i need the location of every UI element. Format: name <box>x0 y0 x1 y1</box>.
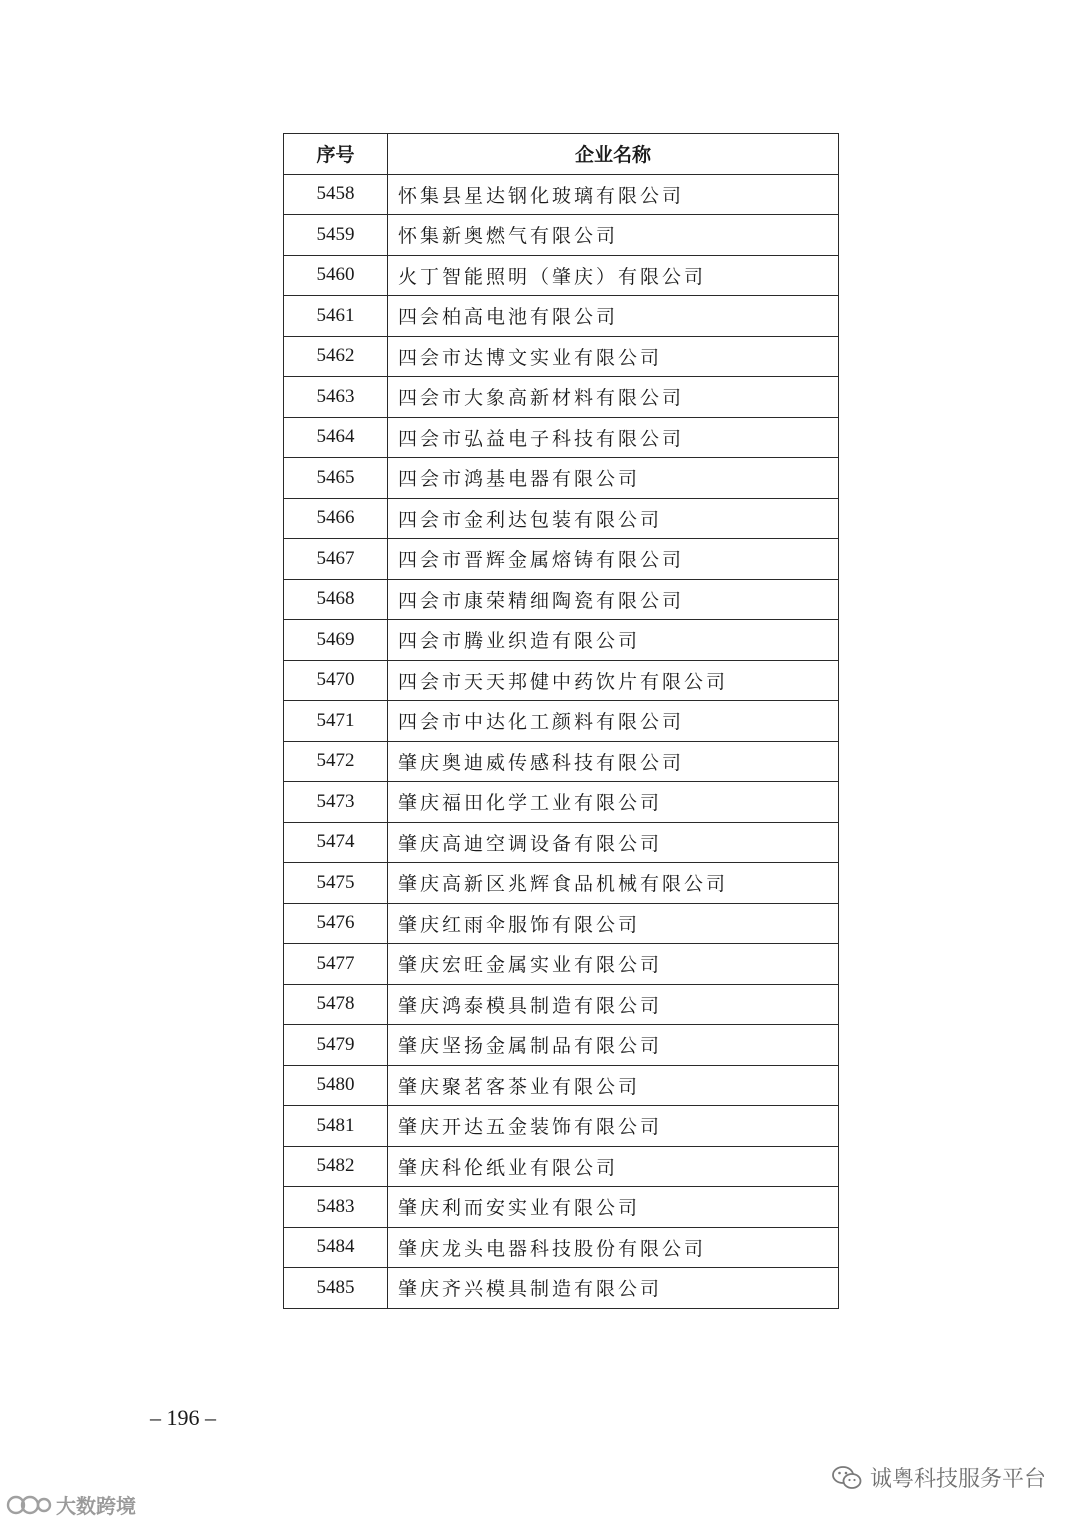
table-row <box>284 336 839 377</box>
serial-number-cell: 5458 <box>284 174 388 215</box>
table-row <box>284 1106 839 1147</box>
watermark-wechat <box>832 1462 1046 1493</box>
company-name-cell: 四会市大象高新材料有限公司 <box>388 377 839 418</box>
serial-number-cell: 5485 <box>284 1268 388 1309</box>
serial-number-cell: 5475 <box>284 863 388 904</box>
table-row <box>284 1146 839 1187</box>
serial-number-cell: 5463 <box>284 377 388 418</box>
table-row <box>284 539 839 580</box>
wechat-icon <box>832 1465 862 1491</box>
company-name-cell: 肇庆科伦纸业有限公司 <box>388 1146 839 1187</box>
serial-number-cell: 5470 <box>284 660 388 701</box>
serial-number-cell: 5477 <box>284 944 388 985</box>
company-name-cell: 肇庆高迪空调设备有限公司 <box>388 822 839 863</box>
serial-number-cell: 5459 <box>284 215 388 256</box>
table-row <box>284 296 839 337</box>
serial-number-cell: 5460 <box>284 255 388 296</box>
table-row <box>284 417 839 458</box>
table-row <box>284 741 839 782</box>
company-name-cell: 肇庆坚扬金属制品有限公司 <box>388 1025 839 1066</box>
serial-number-cell: 5471 <box>284 701 388 742</box>
company-name-cell: 四会柏高电池有限公司 <box>388 296 839 337</box>
company-name-cell: 四会市腾业织造有限公司 <box>388 620 839 661</box>
table-row <box>284 944 839 985</box>
serial-number-cell: 5468 <box>284 579 388 620</box>
table-row <box>284 903 839 944</box>
company-name-cell: 四会市中达化工颜料有限公司 <box>388 701 839 742</box>
table-row <box>284 1227 839 1268</box>
table-row <box>284 863 839 904</box>
serial-number-cell: 5476 <box>284 903 388 944</box>
serial-number-cell: 5461 <box>284 296 388 337</box>
serial-number-cell: 5464 <box>284 417 388 458</box>
company-name-cell: 四会市达博文实业有限公司 <box>388 336 839 377</box>
company-name-cell: 肇庆奥迪威传感科技有限公司 <box>388 741 839 782</box>
company-name-cell: 肇庆聚茗客茶业有限公司 <box>388 1065 839 1106</box>
company-name-cell: 四会市晋辉金属熔铸有限公司 <box>388 539 839 580</box>
serial-number-cell: 5482 <box>284 1146 388 1187</box>
table-row <box>284 1268 839 1309</box>
serial-number-cell: 5478 <box>284 984 388 1025</box>
company-name-cell: 肇庆齐兴模具制造有限公司 <box>388 1268 839 1309</box>
company-name-cell: 肇庆龙头电器科技股份有限公司 <box>388 1227 839 1268</box>
table-row <box>284 1065 839 1106</box>
table-body <box>284 174 839 1308</box>
table-row <box>284 782 839 823</box>
table-row <box>284 498 839 539</box>
table-row <box>284 458 839 499</box>
serial-number-cell: 5469 <box>284 620 388 661</box>
serial-number-cell: 5479 <box>284 1025 388 1066</box>
serial-number-cell: 5473 <box>284 782 388 823</box>
brand-logo-icon <box>6 1492 52 1518</box>
company-table <box>283 133 839 1309</box>
company-name-cell: 肇庆开达五金装饰有限公司 <box>388 1106 839 1147</box>
table-row <box>284 620 839 661</box>
table-row <box>284 1187 839 1228</box>
company-name-cell: 肇庆利而安实业有限公司 <box>388 1187 839 1228</box>
serial-number-cell: 5467 <box>284 539 388 580</box>
company-name-cell: 肇庆福田化学工业有限公司 <box>388 782 839 823</box>
company-name-cell: 四会市弘益电子科技有限公司 <box>388 417 839 458</box>
page-number: – 196 – <box>150 1405 216 1430</box>
company-name-cell: 四会市康荣精细陶瓷有限公司 <box>388 579 839 620</box>
serial-number-cell: 5481 <box>284 1106 388 1147</box>
company-name-cell: 肇庆红雨伞服饰有限公司 <box>388 903 839 944</box>
table-row <box>284 215 839 256</box>
table-row <box>284 255 839 296</box>
watermark-left-text: 大数跨境 <box>56 1494 136 1518</box>
table-row <box>284 174 839 215</box>
table-row <box>284 377 839 418</box>
watermark-brand <box>6 1490 136 1519</box>
company-name-cell: 肇庆高新区兆辉食品机械有限公司 <box>388 863 839 904</box>
company-name-cell: 怀集新奥燃气有限公司 <box>388 215 839 256</box>
serial-number-cell: 5484 <box>284 1227 388 1268</box>
watermark-right-text: 诚粤科技服务平台 <box>869 1467 1046 1492</box>
company-name-cell: 怀集县星达钢化玻璃有限公司 <box>388 174 839 215</box>
table-row <box>284 1025 839 1066</box>
company-name-cell: 四会市金利达包装有限公司 <box>388 498 839 539</box>
header-company-name: 企业名称 <box>388 134 839 175</box>
table-header-row <box>284 134 839 175</box>
serial-number-cell: 5474 <box>284 822 388 863</box>
serial-number-cell: 5465 <box>284 458 388 499</box>
serial-number-cell: 5466 <box>284 498 388 539</box>
serial-number-cell: 5483 <box>284 1187 388 1228</box>
table-row <box>284 660 839 701</box>
table-row <box>284 984 839 1025</box>
serial-number-cell: 5480 <box>284 1065 388 1106</box>
table-row <box>284 579 839 620</box>
serial-number-cell: 5462 <box>284 336 388 377</box>
company-name-cell: 四会市天天邦健中药饮片有限公司 <box>388 660 839 701</box>
company-name-cell: 肇庆鸿泰模具制造有限公司 <box>388 984 839 1025</box>
company-name-cell: 火丁智能照明（肇庆）有限公司 <box>388 255 839 296</box>
company-name-cell: 肇庆宏旺金属实业有限公司 <box>388 944 839 985</box>
company-name-cell: 四会市鸿基电器有限公司 <box>388 458 839 499</box>
table-row <box>284 701 839 742</box>
header-serial-number: 序号 <box>284 134 388 175</box>
serial-number-cell: 5472 <box>284 741 388 782</box>
table-row <box>284 822 839 863</box>
